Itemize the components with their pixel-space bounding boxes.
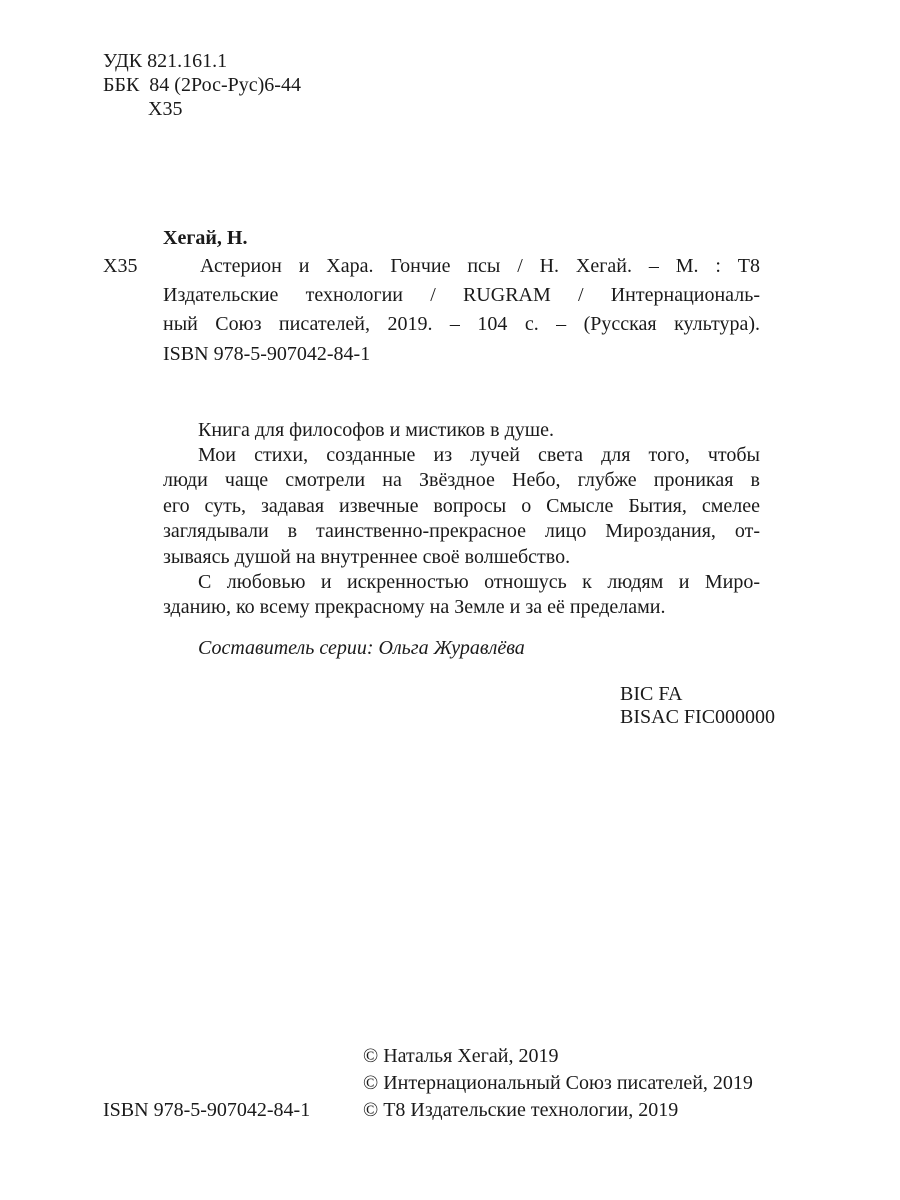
copyright-line: © Интернациональный Союз писателей, 2019 [363,1072,753,1094]
author-mark: Х35 [148,98,183,120]
record-author-mark: Х35 [103,255,138,277]
annotation-line: люди чаще смотрели на Звёздное Небо, глубже проникая в [163,469,760,491]
annotation-line: С любовью и искренностью отношусь к людям и Миро- [198,571,760,593]
description-line: Издательские технологии / RUGRAM / Интернациональ- [163,284,760,306]
series-compiler: Составитель серии: Ольга Журавлёва [198,637,525,659]
author-heading: Хегай, Н. [163,227,248,249]
annotation-line: заглядывали в таинственно-прекрасное лицо Мироздания, от- [163,520,760,542]
bisac-code: BISAC FIC000000 [620,706,776,728]
annotation-line: его суть, задавая извечные вопросы о Смысле Бытия, смелее [163,495,760,517]
isbn: ISBN 978-5-907042-84-1 [163,343,371,365]
copyright-line: © Т8 Издательские технологии, 2019 [363,1099,679,1121]
bbk-code: ББК 84 (2Рос-Рус)6-44 [103,74,301,96]
description-line: ный Союз писателей, 2019. – 104 с. – (Русская культура). [163,313,760,335]
annotation-line: зываясь душой на внутреннее своё волшебство. [163,546,571,568]
footer-isbn: ISBN 978-5-907042-84-1 [103,1099,311,1121]
annotation-line: Книга для философов и мистиков в душе. [198,419,555,441]
description-line: Астерион и Хара. Гончие псы / Н. Хегай. – М. : Т8 [200,255,760,277]
udk-code: УДК 821.161.1 [103,50,228,72]
copyright-line: © Наталья Хегай, 2019 [363,1045,559,1067]
annotation-line: зданию, ко всему прекрасному на Земле и за её пределами. [163,596,666,618]
annotation-line: Мои стихи, созданные из лучей света для того, чтобы [198,444,760,466]
bic-code: BIC FA [620,683,683,705]
